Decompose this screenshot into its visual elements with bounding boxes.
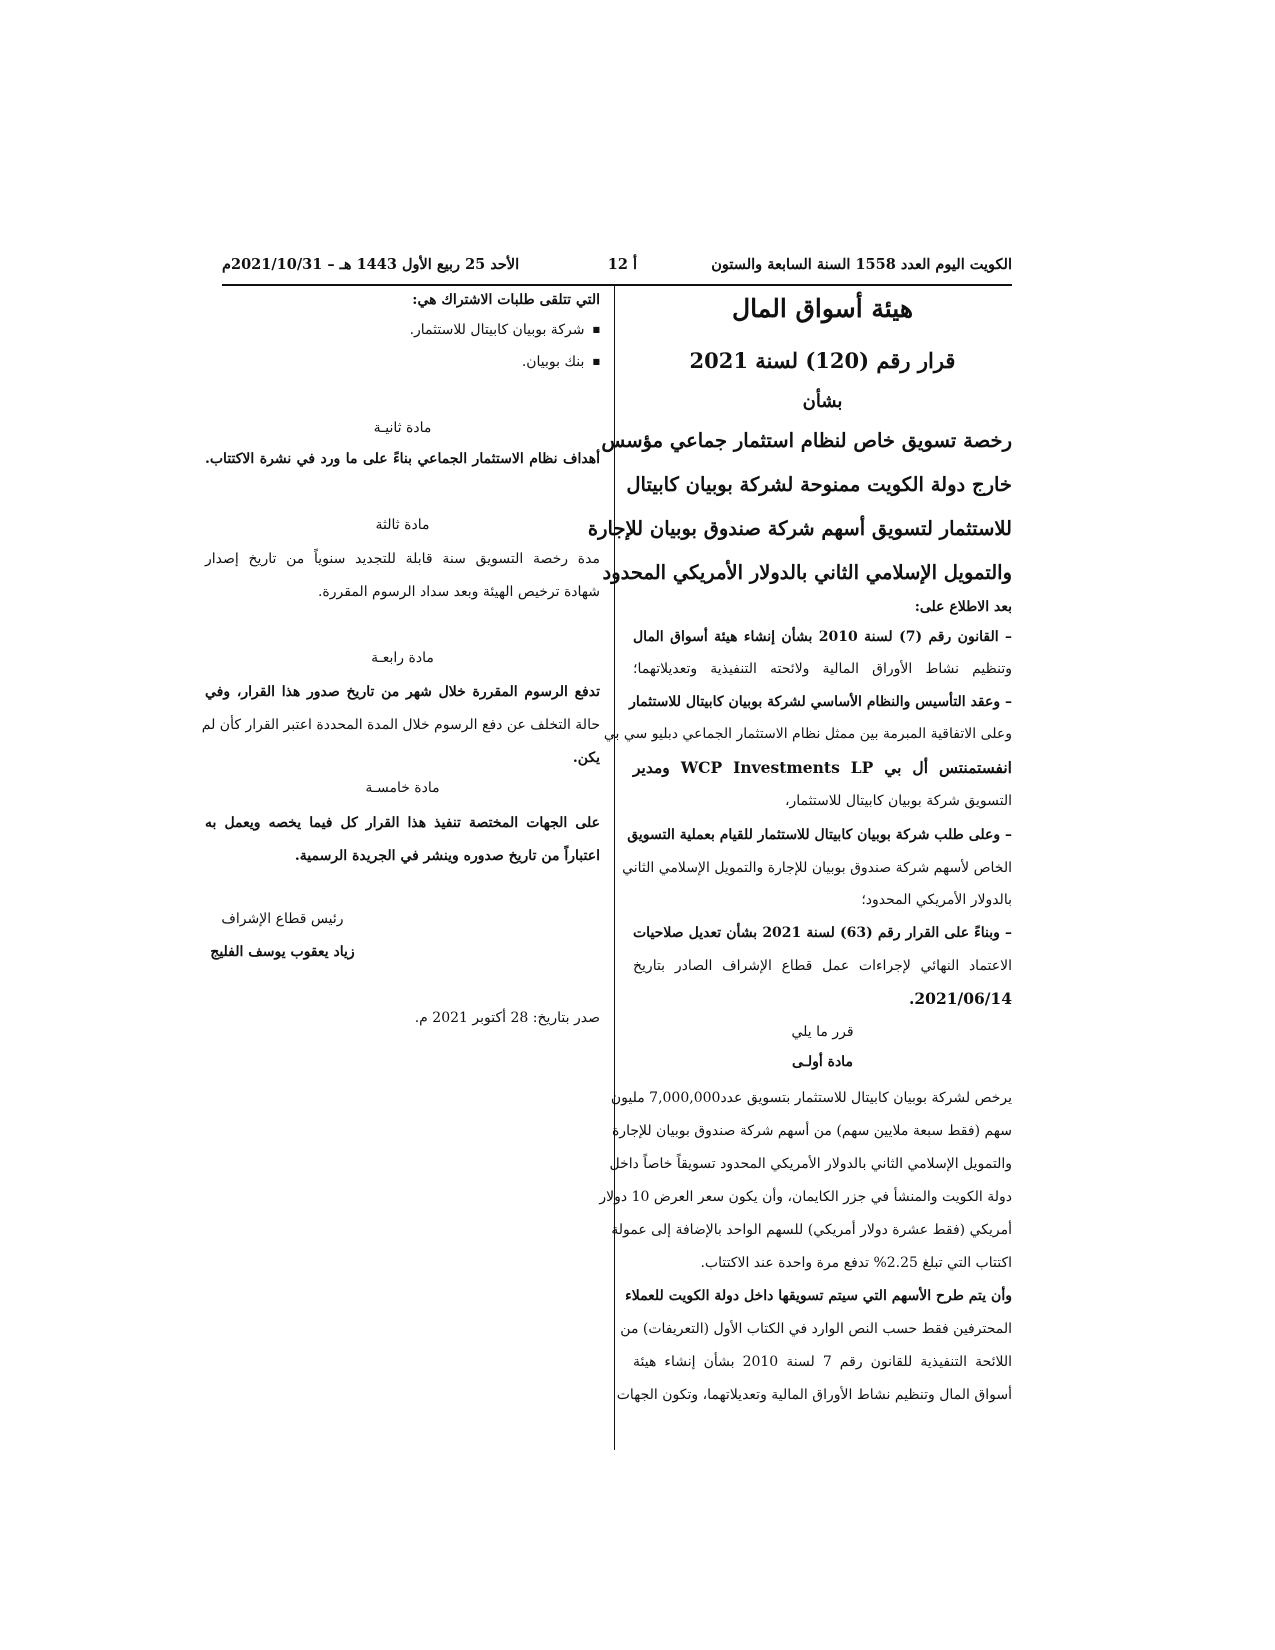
- page-header: [222, 256, 1012, 282]
- issue-date: الأحد 25 ربيع الأول 1443 هـ – 2021/10/31م: [222, 256, 520, 273]
- regarding-label: بشأن: [802, 391, 843, 412]
- preamble-line: الخاص لأسهم شركة صندوق بوبيان للإجارة والتمويل الإسلامي الثاني: [622, 860, 1012, 876]
- article-1-line: والتمويل الإسلامي الثاني بالدولار الأمريكي المحدود تسويقاً خاصاً داخل: [609, 1156, 1012, 1172]
- article-2-line: أهداف نظام الاستثمار الجماعي بناءً على ما ورد في نشرة الاكتتاب.: [205, 451, 600, 467]
- article-3-title: مادة ثالثة: [375, 517, 430, 533]
- article-1-line: أمريكي (فقط عشرة دولار أمريكي) للسهم الواحد بالإضافة إلى عمولة: [611, 1222, 1012, 1238]
- preamble-line: وتنظيم نشاط الأوراق المالية ولائحته التنفيذية وتعديلاتهما؛: [633, 661, 1012, 677]
- preamble-line: التسويق شركة بوبيان كابيتال للاستثمار،: [784, 793, 1012, 809]
- preamble-line: – القانون رقم (7) لسنة 2010 بشأن إنشاء هيئة أسواق المال: [633, 629, 1013, 645]
- signatory-title: رئيس قطاع الإشراف: [221, 911, 344, 927]
- article-1-line: المحترفين فقط حسب النص الوارد في الكتاب الأول (التعريفات) من: [620, 1321, 1012, 1337]
- signatory-name: زياد يعقوب يوسف الفليج: [210, 944, 355, 960]
- subject-line: رخصة تسويق خاص لنظام استثمار جماعي مؤسس: [601, 429, 1012, 452]
- article-4-line: تدفع الرسوم المقررة خلال شهر من تاريخ صدور هذا القرار، وفي: [205, 684, 600, 700]
- subject-line: للاستثمار لتسويق أسهم شركة صندوق بوبيان للإجارة: [587, 517, 1012, 540]
- decided-label: قرر ما يلي: [791, 1024, 854, 1040]
- article-1-line: اللائحة التنفيذية للقانون رقم 7 لسنة 2010 بشأن إنشاء هيئة: [633, 1354, 1013, 1370]
- article-4-title: مادة رابعـة: [371, 650, 434, 666]
- after-review-label: بعد الاطلاع على:: [914, 599, 1012, 615]
- article-1-line: وأن يتم طرح الأسهم التي سيتم تسويقها داخل دولة الكويت للعملاء: [625, 1288, 1012, 1304]
- article-1-line: دولة الكويت والمنشأ في جزر الكايمان، وأن يكون سعر العرض 10 دولار: [599, 1189, 1012, 1205]
- column-divider: [614, 286, 615, 1450]
- article-1-line: يرخص لشركة بوبيان كابيتال للاستثمار بتسويق عدد7,000,000 مليون: [610, 1090, 1012, 1106]
- subject-line: والتمويل الإسلامي الثاني بالدولار الأمريكي المحدود: [602, 561, 1012, 584]
- gazette-issue-info: الكويت اليوم العدد 1558 السنة السابعة والستون: [711, 256, 1012, 273]
- preamble-line: – وعلى طلب شركة بوبيان كابيتال للاستثمار للقيام بعملية التسويق: [627, 827, 1012, 843]
- preamble-line: بالدولار الأمريكي المحدود؛: [861, 892, 1012, 908]
- preamble-line: – وعقد التأسيس والنظام الأساسي لشركة بوبيان كابيتال للاستثمار: [629, 694, 1012, 710]
- article-5-line: على الجهات المختصة تنفيذ هذا القرار كل فيما يخصه ويعمل به: [205, 815, 600, 831]
- article-5-line: اعتباراً من تاريخ صدوره وينشر في الجريدة الرسمية.: [294, 848, 600, 864]
- article-4-line: حالة التخلف عن دفع الرسوم خلال المدة المحددة اعتبر القرار كأن لم: [201, 717, 600, 733]
- preamble-line: 2021/06/14.: [908, 989, 1012, 1008]
- article-2-title: مادة ثانيـة: [373, 420, 432, 436]
- article-3-line: مدة رخصة التسويق سنة قابلة للتجديد سنوياً من تاريخ إصدار: [205, 551, 600, 567]
- preamble-line: انفستمنتس أل بي WCP Investments LP ومدير: [633, 758, 1012, 777]
- list-item: ■ بنك بوبيان.: [205, 352, 600, 372]
- subscription-intro: التي تتلقى طلبات الاشتراك هي:: [412, 292, 600, 308]
- preamble-line: وعلى الاتفاقية المبرمة بين ممثل نظام الاستثمار الجماعي دبليو سي بي: [603, 726, 1012, 742]
- article-1-line: اكتتاب التي تبلغ 2.25% تدفع مرة واحدة عند الاكتتاب.: [700, 1255, 1012, 1271]
- article-5-title: مادة خامسـة: [365, 780, 440, 796]
- header-rule: [222, 284, 1012, 286]
- subject-line: خارج دولة الكويت ممنوحة لشركة بوبيان كابيتال: [626, 473, 1012, 496]
- article-1-title: مادة أولـى: [792, 1054, 853, 1070]
- preamble-line: – وبناءً على القرار رقم (63) لسنة 2021 بشأن تعديل صلاحيات: [633, 925, 1013, 941]
- authority-title: هيئة أسواق المال: [731, 294, 914, 323]
- preamble-line: الاعتماد النهائي لإجراءات عمل قطاع الإشراف الصادر بتاريخ: [633, 958, 1012, 974]
- page-number: أ 12: [607, 256, 637, 273]
- article-1-line: سهم (فقط سبعة ملايين سهم) من أسهم شركة صندوق بوبيان للإجارة: [611, 1123, 1012, 1139]
- article-4-line: يكن.: [572, 750, 600, 766]
- decision-title: قرار رقم (120) لسنة 2021: [689, 348, 956, 373]
- article-1-line: أسواق المال وتنظيم نشاط الأوراق المالية وتعديلاتهما، وتكون الجهات: [616, 1387, 1012, 1403]
- list-item: ■ شركة بوبيان كابيتال للاستثمار.: [205, 320, 600, 340]
- article-3-line: شهادة ترخيص الهيئة وبعد سداد الرسوم المقررة.: [317, 584, 600, 600]
- issue-date-line: صدر بتاريخ: 28 أكتوبر 2021 م.: [414, 1010, 600, 1026]
